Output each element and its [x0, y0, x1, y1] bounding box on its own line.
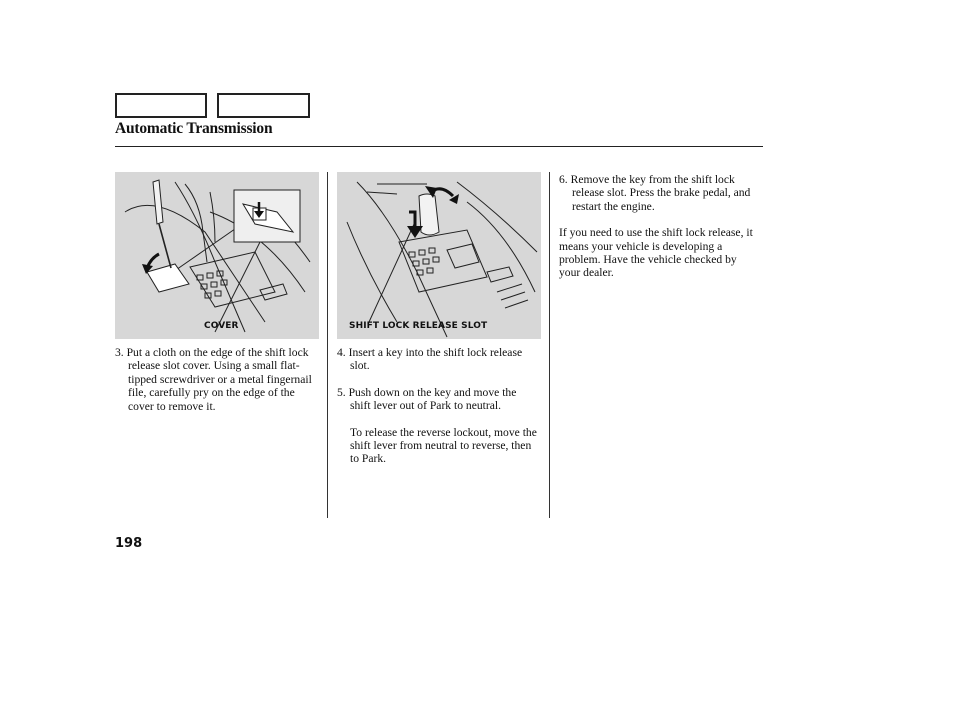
dealer-note: If you need to use the shift lock release, it means your vehicle is developing a problem. Have the vehicle checked by your dealer. — [559, 226, 753, 280]
column-2-text — [337, 346, 537, 466]
column-divider-1 — [327, 172, 328, 518]
column-3-text — [559, 173, 759, 280]
nav-tab-2[interactable] — [217, 93, 310, 118]
column-1-text — [115, 346, 323, 413]
step-5: 5. Push down on the key and move the shift lever out of Park to neutral. — [337, 385, 517, 413]
figure-shift-lock-slot — [337, 172, 541, 339]
page-title: Automatic Transmission — [115, 120, 273, 137]
column-divider-2 — [549, 172, 550, 518]
page-number: 198 — [115, 536, 143, 551]
reverse-lockout-note: To release the reverse lockout, move the shift lever from neutral to reverse, then to Park. — [350, 425, 537, 466]
figure-label-cover: COVER — [204, 321, 239, 331]
step-3: 3. Put a cloth on the edge of the shift lock release slot cover. Using a small flat-tipped screwdriver or a metal fingernail file, carefully pry on the edge of the cover to remove it. — [115, 346, 312, 413]
figure-label-slot: SHIFT LOCK RELEASE SLOT — [349, 321, 488, 331]
figure-cover-removal — [115, 172, 319, 339]
shift-lock-illustration — [337, 172, 541, 339]
step-6: 6. Remove the key from the shift lock release slot. Press the brake pedal, and restart the engine. — [559, 173, 751, 213]
title-divider — [115, 146, 763, 147]
step-4: 4. Insert a key into the shift lock release slot. — [337, 346, 523, 373]
cover-removal-illustration — [115, 172, 319, 339]
nav-tab-1[interactable] — [115, 93, 207, 118]
